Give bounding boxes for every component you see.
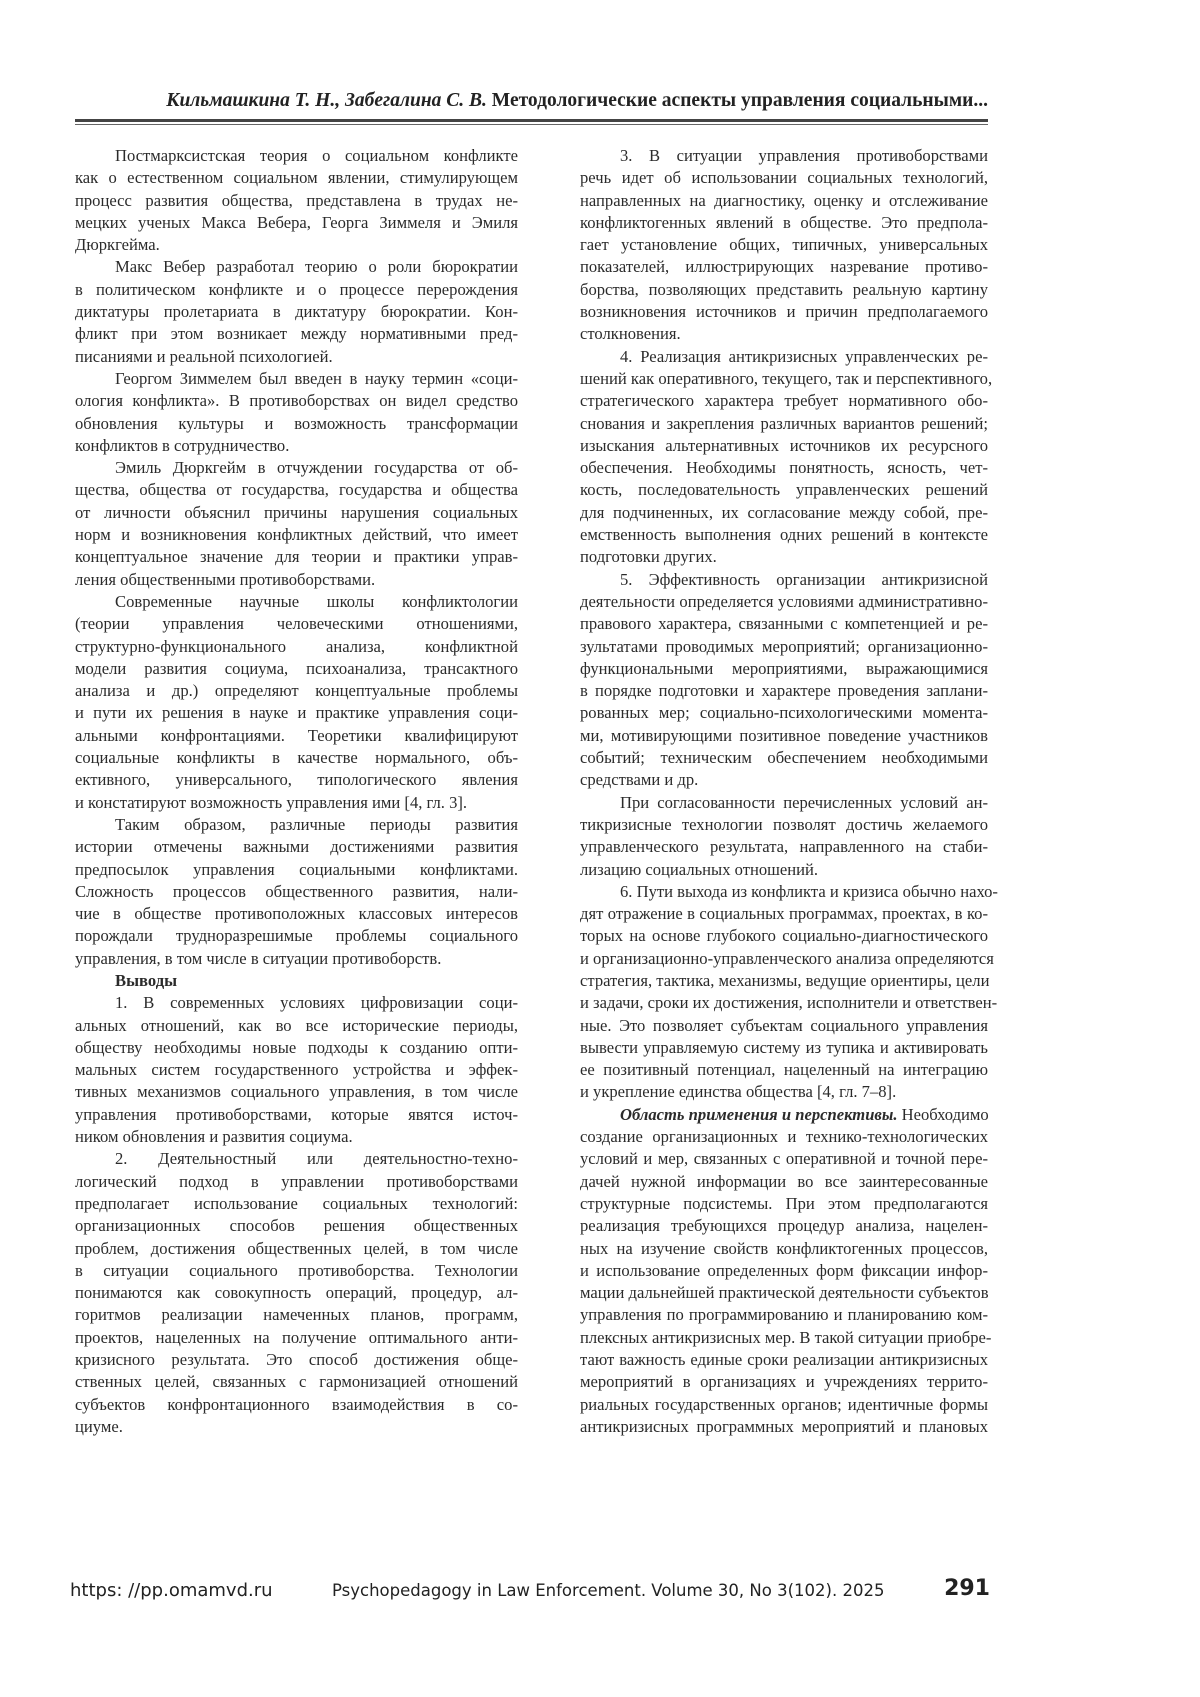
text-line: мации дальнейшей практической деятельности субъектов xyxy=(580,1283,989,1303)
text-line: Таким образом, различные периоды развития xyxy=(115,814,518,834)
text-line: в политическом конфликте и о процессе перерождения xyxy=(75,279,518,299)
text-line: торых на основе глубокого социально-диагностического xyxy=(580,926,988,946)
text-line xyxy=(580,1104,988,1126)
paragraph-lead: Область применения и перспективы. xyxy=(620,1104,898,1124)
text-line: вывести управляемую систему из тупика и активировать xyxy=(580,1037,988,1057)
text-line: Эмиль Дюркгейм в отчуждении государства от об- xyxy=(115,458,518,478)
text-line: мецких ученых Макса Вебера, Георга Зиммеля и Эмиля xyxy=(75,212,518,232)
text-line: плексных антикризисных мер. В такой ситуации приобре- xyxy=(580,1327,992,1347)
text-line: снования и закрепления различных вариантов решений; xyxy=(580,413,988,433)
running-head-title: Методологические аспекты управления социальными... xyxy=(491,90,988,111)
text-line: гает установление общих, типичных, универсальных xyxy=(580,235,988,255)
text-line: При согласованности перечисленных условий ан- xyxy=(620,792,988,812)
running-head-authors: Кильмашкина Т. Н., Забегалина С. В. xyxy=(166,90,487,111)
paragraph xyxy=(75,591,518,814)
text-line: модели развития социума, психоанализа, трансактного xyxy=(75,658,518,678)
text-line: борства, позволяющих представить реальную картину xyxy=(580,279,988,299)
text-line: речь идет об использовании социальных технологий, xyxy=(580,168,988,188)
text-line: деятельности определяется условиями административно- xyxy=(580,591,988,611)
text-line: функциональными мероприятиями, выражающимися xyxy=(580,658,988,678)
text-line: стратегия, тактика, механизмы, ведущие ориентиры, цели xyxy=(580,970,990,990)
text-line: обеспечения. Необходимы понятность, ясность, чет- xyxy=(580,458,988,478)
text-line: 3. В ситуации управления противоборствами xyxy=(620,146,988,165)
text-line: кость, последовательность управленческих решений xyxy=(580,480,988,500)
paragraph xyxy=(75,457,518,591)
left-column xyxy=(75,145,518,1438)
text-line: циуме. xyxy=(75,1416,123,1436)
text-line: альными конфронтациями. Теоретики квалифицируют xyxy=(75,725,518,745)
paragraph xyxy=(580,1104,992,1438)
text-line: рованных мер; социально-психологическими момента- xyxy=(580,703,988,723)
text-line: тивных механизмов социального управления, в том числе xyxy=(75,1082,518,1102)
text-line: средствами и др. xyxy=(580,770,699,790)
text-line: тают важность единые сроки реализации антикризисных xyxy=(580,1350,988,1370)
text-line: (теории управления человеческими отношениями, xyxy=(75,614,518,634)
paragraph xyxy=(580,145,988,346)
text-line: и укрепление единства общества [4, гл. 7–8]. xyxy=(580,1082,897,1102)
text-line: правового характера, связанными с компетенцией и ре- xyxy=(580,614,988,634)
footer-journal-citation: Psychopedagogy in Law Enforcement. Volume 30, No 3(102). 2025 xyxy=(332,1581,885,1600)
text-line: зультатами проводимых мероприятий; организационно- xyxy=(580,636,988,656)
text-line: столкновения. xyxy=(580,324,681,344)
text-line: в ситуации социального противоборства. Технологии xyxy=(75,1260,518,1280)
text-line: субъектов конфронтационного взаимодействия в со- xyxy=(75,1394,518,1414)
text-line: 5. Эффективность организации антикризисной xyxy=(620,569,988,589)
paragraph xyxy=(75,145,518,256)
text-line: диктатуры пролетариата в диктатуру бюрократии. Кон- xyxy=(75,302,518,322)
text-line: реализация требующихся процедур анализа, нацелен- xyxy=(580,1216,988,1236)
text-line: Сложность процессов общественного развития, нали- xyxy=(75,881,518,901)
text-line: фликт при этом возникает между нормативными пред- xyxy=(75,324,518,344)
header-rule xyxy=(75,119,988,122)
text-line: Макс Вебер разработал теорию о роли бюрократии xyxy=(115,257,518,277)
text-line: 1. В современных условиях цифровизации соци- xyxy=(115,993,518,1013)
text-line: писаниями и реальной психологией. xyxy=(75,346,333,366)
text-line-rest: Необходимо xyxy=(897,1104,989,1124)
text-line: и констатируют возможность управления ими [4, гл. 3]. xyxy=(75,792,468,812)
text-line: для подчиненных, их согласование между собой, пре- xyxy=(580,502,988,522)
text-line: стратегического характера требует нормативного обо- xyxy=(580,391,988,411)
text-line: управления противоборствами, которые явятся источ- xyxy=(75,1104,518,1124)
paragraph xyxy=(580,881,998,1104)
text-line: 2. Деятельностный или деятельностно-техно- xyxy=(115,1149,518,1169)
text-line: и использование определенных форм фиксации инфор- xyxy=(580,1260,988,1280)
text-line: лизацию социальных отношений. xyxy=(580,859,819,879)
text-line: антикризисных программных мероприятий и плановых xyxy=(580,1416,988,1436)
paragraph xyxy=(75,256,518,367)
text-line: норм и возникновения конфликтных действий, что имеет xyxy=(75,525,518,545)
page-footer xyxy=(70,1576,990,1606)
text-line: структурно-функционального анализа, конфликтной xyxy=(75,636,518,656)
page-number: 291 xyxy=(944,1576,990,1601)
text-line: ных на изучение свойств конфликтогенных процессов, xyxy=(580,1238,988,1258)
text-line: организационных способов решения общественных xyxy=(75,1216,518,1236)
text-line: как о естественном социальном явлении, стимулирующем xyxy=(75,168,518,188)
text-line: показателей, иллюстрирующих назревание противо- xyxy=(580,257,988,277)
text-line: изыскания альтернативных источников их ресурсного xyxy=(580,435,988,455)
text-line: обществу необходимы новые подходы к созданию опти- xyxy=(75,1037,518,1057)
text-line: мальных систем государственного устройства и эффек- xyxy=(75,1060,518,1080)
paragraph xyxy=(75,814,518,970)
text-line: понимаются как совокупность операций, процедур, ал- xyxy=(75,1283,518,1303)
text-line: предпосылок управления социальными конфликтами. xyxy=(75,859,518,879)
text-line: логический подход в управлении противоборствами xyxy=(75,1171,518,1191)
header-rule-thin xyxy=(75,124,988,125)
text-line: событий; техническим обеспечением необходимыми xyxy=(580,748,988,768)
text-line: дят отражение в социальных программах, проектах, в ко- xyxy=(580,904,988,924)
paragraph xyxy=(580,346,993,569)
text-line: управленческого результата, направленного на стаби- xyxy=(580,837,988,857)
text-line: тикризисные технологии позволят достичь желаемого xyxy=(580,814,988,834)
footer-url[interactable]: https: //pp.omamvd.ru xyxy=(70,1580,273,1601)
text-line: мероприятий в организациях и учреждениях террито- xyxy=(580,1372,988,1392)
text-line: предполагает использование социальных технологий: xyxy=(75,1193,518,1213)
text-line: дачей нужной информации во все заинтересованные xyxy=(580,1171,988,1191)
text-line: ми, мотивирующими позитивное поведение участников xyxy=(580,725,988,745)
text-line: горитмов реализации намеченных планов, программ, xyxy=(75,1305,518,1325)
text-line: в порядке подготовки и характере проведения заплани- xyxy=(580,681,988,701)
text-line: подготовки других. xyxy=(580,547,717,567)
text-line: обновления культуры и возможность трансформации xyxy=(75,413,518,433)
text-line: управления, в том числе в ситуации противоборств. xyxy=(75,948,442,968)
text-line: создание организационных и технико-технологических xyxy=(580,1127,988,1147)
text-line: Дюркгейма. xyxy=(75,235,160,255)
paragraph xyxy=(580,569,988,792)
text-line: социальные конфликты в качестве нормального, объ- xyxy=(75,748,518,768)
text-line: Выводы xyxy=(115,970,178,990)
text-line: и организационно-управленческого анализа определяются xyxy=(580,948,994,968)
text-line: от личности объяснил причины нарушения социальных xyxy=(75,502,518,522)
text-line: шений как оперативного, текущего, так и перспективного, xyxy=(580,368,993,388)
text-line: ология конфликта». В противоборствах он видел средство xyxy=(75,391,518,411)
paragraph xyxy=(75,368,518,457)
text-line: ления общественными противоборствами. xyxy=(75,569,376,589)
text-line: альных отношений, как во все исторические периоды, xyxy=(75,1015,518,1035)
text-line: ее позитивный потенциал, нацеленный на интеграцию xyxy=(580,1060,988,1080)
text-line: проблем, достижения общественных целей, в том числе xyxy=(75,1238,518,1258)
text-line: кризисного результата. Это способ достижения обще- xyxy=(75,1350,518,1370)
text-line: Современные научные школы конфликтологии xyxy=(115,591,518,611)
paragraph xyxy=(580,792,988,881)
paragraph xyxy=(75,1148,518,1438)
text-line: Постмарксистская теория о социальном конфликте xyxy=(115,146,518,165)
text-line: риальных государственных органов; идентичные формы xyxy=(580,1394,988,1414)
text-line: и пути их решения в науке и практике управления соци- xyxy=(75,703,518,723)
right-column xyxy=(580,145,998,1438)
text-line: ственных целей, связанных с гармонизацией отношений xyxy=(75,1372,518,1392)
text-line: управления по программированию и планированию ком- xyxy=(580,1305,988,1325)
text-line: и задачи, сроки их достижения, исполнители и ответствен- xyxy=(580,993,998,1013)
text-line: анализа и др.) определяют концептуальные проблемы xyxy=(75,681,518,701)
paragraph xyxy=(75,992,518,1148)
text-line: ные. Это позволяет субъектам социального управления xyxy=(580,1015,988,1035)
text-line: конфликтов в сотрудничество. xyxy=(75,435,290,455)
text-line: направленных на диагностику, оценку и отслеживание xyxy=(580,190,988,210)
text-line: чие в обществе противоположных классовых интересов xyxy=(75,904,518,924)
text-line: порождали трудноразрешимые проблемы социального xyxy=(75,926,518,946)
text-line: ником обновления и развития социума. xyxy=(75,1127,353,1147)
text-line: проектов, нацеленных на получение оптимального анти- xyxy=(75,1327,518,1347)
text-line: возникновения источников и причин предполагаемого xyxy=(580,302,988,322)
running-head xyxy=(75,90,988,112)
section-heading xyxy=(75,970,518,992)
text-line: емственность выполнения одних решений в контексте xyxy=(580,525,988,545)
text-line: щества, общества от государства, государства и общества xyxy=(75,480,518,500)
text-line: процесс развития общества, представлена в трудах не- xyxy=(75,190,518,210)
text-line: 6. Пути выхода из конфликта и кризиса обычно нахо- xyxy=(620,881,998,901)
text-line: конфликтогенных явлений в обществе. Это предпола- xyxy=(580,212,988,232)
text-line: структурные подсистемы. При этом предполагаются xyxy=(580,1193,988,1213)
text-line: Георгом Зиммелем был введен в науку термин «соци- xyxy=(115,368,518,388)
text-line: концептуальное значение для теории и практики управ- xyxy=(75,547,518,567)
text-line: ективного, универсального, типологического явления xyxy=(75,770,518,790)
text-line: 4. Реализация антикризисных управленческих ре- xyxy=(620,346,988,366)
text-line: условий и мер, связанных с оперативной и точной пере- xyxy=(580,1149,988,1169)
text-line: истории отмечены важными достижениями развития xyxy=(75,837,518,857)
